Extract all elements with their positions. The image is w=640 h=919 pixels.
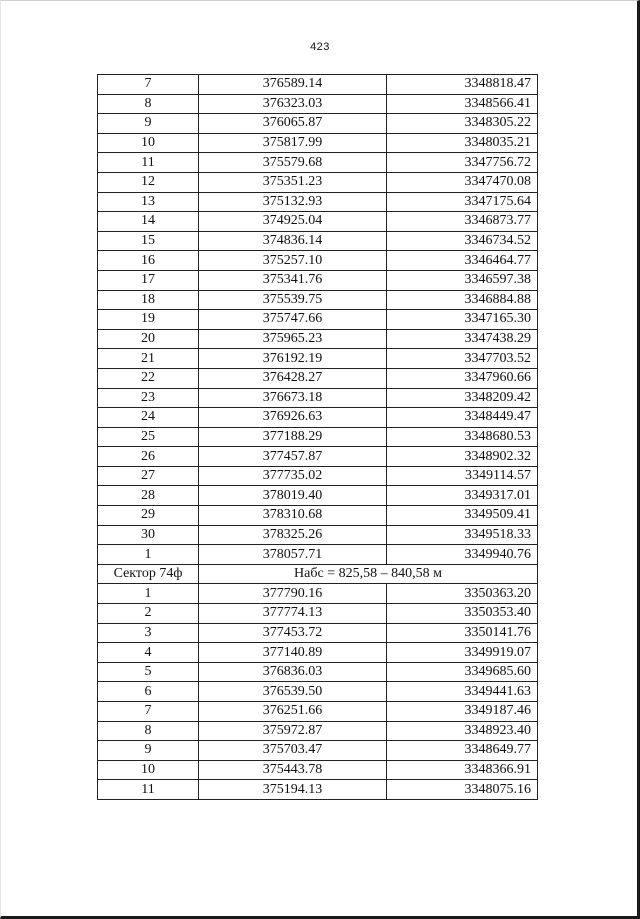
table-row [98, 760, 538, 780]
section-header-body [98, 564, 538, 584]
point-number-cell: 28 [98, 486, 199, 506]
y-coordinate-cell: 3347960.66 [387, 368, 538, 388]
x-coordinate-cell: 376428.27 [199, 368, 387, 388]
point-number-cell: 11 [98, 780, 199, 800]
y-coordinate-cell: 3350353.40 [387, 604, 538, 624]
table-row [98, 251, 538, 271]
x-coordinate-cell: 375341.76 [199, 270, 387, 290]
point-number-cell: 24 [98, 408, 199, 428]
page-number: 423 [310, 41, 330, 53]
x-coordinate-cell: 375747.66 [199, 310, 387, 330]
y-coordinate-cell: 3348449.47 [387, 408, 538, 428]
point-number-cell: 25 [98, 427, 199, 447]
coordinates-table [97, 74, 538, 800]
table-row [98, 702, 538, 722]
point-number-cell: 26 [98, 447, 199, 467]
point-number-cell: 16 [98, 251, 199, 271]
point-number-cell: 15 [98, 231, 199, 251]
point-number-cell: 2 [98, 604, 199, 624]
y-coordinate-cell: 3347470.08 [387, 172, 538, 192]
y-coordinate-cell: 3348075.16 [387, 780, 538, 800]
section-altitude-range: Набс = 825,58 – 840,58 м [199, 564, 538, 584]
table-row [98, 486, 538, 506]
x-coordinate-cell: 375257.10 [199, 251, 387, 271]
x-coordinate-cell: 376065.87 [199, 114, 387, 134]
y-coordinate-cell: 3348366.91 [387, 760, 538, 780]
y-coordinate-cell: 3347438.29 [387, 329, 538, 349]
point-number-cell: 3 [98, 623, 199, 643]
table-row [98, 780, 538, 800]
table-row [98, 623, 538, 643]
y-coordinate-cell: 3346884.88 [387, 290, 538, 310]
table-row [98, 604, 538, 624]
table-row [98, 310, 538, 330]
y-coordinate-cell: 3349518.33 [387, 525, 538, 545]
y-coordinate-cell: 3348035.21 [387, 133, 538, 153]
x-coordinate-cell: 377188.29 [199, 427, 387, 447]
y-coordinate-cell: 3346734.52 [387, 231, 538, 251]
y-coordinate-cell: 3348649.77 [387, 741, 538, 761]
point-number-cell: 18 [98, 290, 199, 310]
x-coordinate-cell: 376589.14 [199, 75, 387, 95]
x-coordinate-cell: 375443.78 [199, 760, 387, 780]
point-number-cell: 8 [98, 94, 199, 114]
y-coordinate-cell: 3350141.76 [387, 623, 538, 643]
x-coordinate-cell: 378019.40 [199, 486, 387, 506]
x-coordinate-cell: 375132.93 [199, 192, 387, 212]
y-coordinate-cell: 3347175.64 [387, 192, 538, 212]
y-coordinate-cell: 3348566.41 [387, 94, 538, 114]
y-coordinate-cell: 3349441.63 [387, 682, 538, 702]
point-number-cell: 7 [98, 75, 199, 95]
point-number-cell: 6 [98, 682, 199, 702]
table-row [98, 388, 538, 408]
y-coordinate-cell: 3349940.76 [387, 545, 538, 565]
table-row [98, 506, 538, 526]
y-coordinate-cell: 3347756.72 [387, 153, 538, 173]
x-coordinate-cell: 376539.50 [199, 682, 387, 702]
table-row [98, 545, 538, 565]
x-coordinate-cell: 378057.71 [199, 545, 387, 565]
x-coordinate-cell: 375351.23 [199, 172, 387, 192]
y-coordinate-cell: 3349685.60 [387, 662, 538, 682]
point-number-cell: 11 [98, 153, 199, 173]
table-row [98, 153, 538, 173]
x-coordinate-cell: 375539.75 [199, 290, 387, 310]
y-coordinate-cell: 3348209.42 [387, 388, 538, 408]
table-row [98, 643, 538, 663]
table-row [98, 427, 538, 447]
x-coordinate-cell: 377735.02 [199, 466, 387, 486]
y-coordinate-cell: 3348818.47 [387, 75, 538, 95]
x-coordinate-cell: 374836.14 [199, 231, 387, 251]
x-coordinate-cell: 377453.72 [199, 623, 387, 643]
x-coordinate-cell: 376323.03 [199, 94, 387, 114]
point-number-cell: 17 [98, 270, 199, 290]
point-number-cell: 20 [98, 329, 199, 349]
table-row [98, 75, 538, 95]
point-number-cell: 5 [98, 662, 199, 682]
y-coordinate-cell: 3348923.40 [387, 721, 538, 741]
x-coordinate-cell: 374925.04 [199, 212, 387, 232]
y-coordinate-cell: 3348680.53 [387, 427, 538, 447]
point-number-cell: 21 [98, 349, 199, 369]
table-row [98, 721, 538, 741]
point-number-cell: 29 [98, 506, 199, 526]
section-header-row [98, 564, 538, 584]
table-row [98, 741, 538, 761]
x-coordinate-cell: 377457.87 [199, 447, 387, 467]
table-row [98, 94, 538, 114]
table-row [98, 349, 538, 369]
y-coordinate-cell: 3349919.07 [387, 643, 538, 663]
y-coordinate-cell: 3349509.41 [387, 506, 538, 526]
y-coordinate-cell: 3348902.32 [387, 447, 538, 467]
section-label: Сектор 74ф [98, 564, 199, 584]
x-coordinate-cell: 375965.23 [199, 329, 387, 349]
y-coordinate-cell: 3349317.01 [387, 486, 538, 506]
table-row [98, 368, 538, 388]
x-coordinate-cell: 376673.18 [199, 388, 387, 408]
y-coordinate-cell: 3348305.22 [387, 114, 538, 134]
point-number-cell: 8 [98, 721, 199, 741]
table-row [98, 466, 538, 486]
point-number-cell: 1 [98, 584, 199, 604]
table-row [98, 584, 538, 604]
y-coordinate-cell: 3346873.77 [387, 212, 538, 232]
point-number-cell: 10 [98, 760, 199, 780]
x-coordinate-cell: 377790.16 [199, 584, 387, 604]
table-row [98, 329, 538, 349]
point-number-cell: 9 [98, 114, 199, 134]
table-body-bottom [98, 584, 538, 800]
table-body-top [98, 75, 538, 565]
point-number-cell: 9 [98, 741, 199, 761]
y-coordinate-cell: 3350363.20 [387, 584, 538, 604]
point-number-cell: 23 [98, 388, 199, 408]
x-coordinate-cell: 378310.68 [199, 506, 387, 526]
point-number-cell: 30 [98, 525, 199, 545]
point-number-cell: 22 [98, 368, 199, 388]
x-coordinate-cell: 375579.68 [199, 153, 387, 173]
y-coordinate-cell: 3346464.77 [387, 251, 538, 271]
x-coordinate-cell: 378325.26 [199, 525, 387, 545]
table-row [98, 525, 538, 545]
table-row [98, 290, 538, 310]
table-row [98, 192, 538, 212]
point-number-cell: 13 [98, 192, 199, 212]
point-number-cell: 14 [98, 212, 199, 232]
x-coordinate-cell: 376836.03 [199, 662, 387, 682]
table-row [98, 172, 538, 192]
point-number-cell: 12 [98, 172, 199, 192]
x-coordinate-cell: 377140.89 [199, 643, 387, 663]
table-row [98, 133, 538, 153]
y-coordinate-cell: 3349114.57 [387, 466, 538, 486]
x-coordinate-cell: 376251.66 [199, 702, 387, 722]
table-row [98, 662, 538, 682]
x-coordinate-cell: 377774.13 [199, 604, 387, 624]
y-coordinate-cell: 3346597.38 [387, 270, 538, 290]
x-coordinate-cell: 375972.87 [199, 721, 387, 741]
x-coordinate-cell: 376192.19 [199, 349, 387, 369]
table-row [98, 114, 538, 134]
x-coordinate-cell: 375703.47 [199, 741, 387, 761]
table-row [98, 682, 538, 702]
table-row [98, 270, 538, 290]
table-row [98, 447, 538, 467]
y-coordinate-cell: 3347703.52 [387, 349, 538, 369]
x-coordinate-cell: 376926.63 [199, 408, 387, 428]
table-row [98, 231, 538, 251]
point-number-cell: 10 [98, 133, 199, 153]
point-number-cell: 1 [98, 545, 199, 565]
table-row [98, 408, 538, 428]
table-row [98, 212, 538, 232]
point-number-cell: 4 [98, 643, 199, 663]
x-coordinate-cell: 375194.13 [199, 780, 387, 800]
point-number-cell: 27 [98, 466, 199, 486]
y-coordinate-cell: 3347165.30 [387, 310, 538, 330]
point-number-cell: 7 [98, 702, 199, 722]
y-coordinate-cell: 3349187.46 [387, 702, 538, 722]
point-number-cell: 19 [98, 310, 199, 330]
x-coordinate-cell: 375817.99 [199, 133, 387, 153]
